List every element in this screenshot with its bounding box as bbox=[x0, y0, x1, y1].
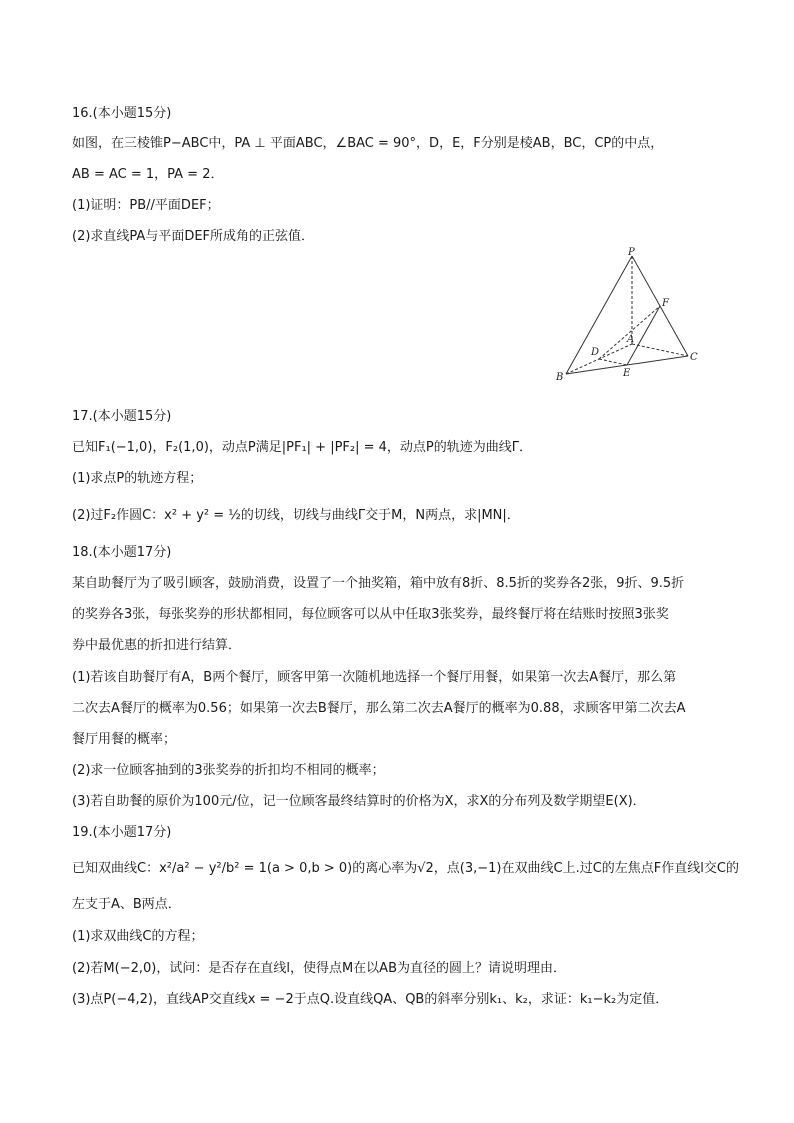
q16-part-2: (2)求直线PA与平面DEF所成角的正弦值． bbox=[72, 229, 315, 244]
q19-part-3: (3)点P(−4,2)，直线AP交直线x = −2于点Q.设直线QA、QB的斜率分别k₁、k₂，求证：k₁−k₂为定值． bbox=[72, 992, 669, 1007]
label-p: P bbox=[628, 247, 635, 258]
segment-df bbox=[599, 306, 660, 359]
q19-stem-line-1: 已知双曲线C：x²/a² − y²/b² = 1(a > 0,b > 0)的离心率为√2，点(3,−1)在双曲线C上.过C的左焦点F作直线l交C的 bbox=[72, 861, 739, 876]
label-d: D bbox=[591, 347, 600, 358]
q16-stem-line-2: AB = AC = 1，PA = 2． bbox=[72, 167, 224, 182]
q18-part-3: (3)若自助餐的原价为100元/位，记一位顾客最终结算时的价格为X，求X的分布列及数学期望E(X)． bbox=[72, 794, 646, 809]
q18-part-2: (2)求一位顾客抽到的3张奖券的折扣均不相同的概率； bbox=[72, 763, 385, 778]
q18-part-1-line-3: 餐厅用餐的概率； bbox=[72, 732, 177, 747]
q17-heading: 17.(本小题15分) bbox=[72, 409, 172, 424]
label-a: A bbox=[627, 334, 635, 345]
q19-stem-line-2: 左支于A、B两点． bbox=[72, 897, 181, 912]
q18-heading: 18.(本小题17分) bbox=[72, 545, 172, 560]
label-f: F bbox=[662, 298, 669, 309]
q17-part-1: (1)求点P的轨迹方程； bbox=[72, 471, 203, 486]
q18-stem-line-2: 的奖券各3张，每张奖券的形状都相同，每位顾客可以从中任取3张奖券，最终餐厅将在结账时按照3张奖 bbox=[72, 607, 669, 622]
q18-stem-line-3: 券中最优惠的折扣进行结算． bbox=[72, 638, 242, 653]
q18-part-1-line-2: 二次去A餐厅的概率为0.56；如果第一次去B餐厅，那么第二次去A餐厅的概率为0.88，求顾客甲第二次去A bbox=[72, 701, 686, 716]
q17-stem: 已知F₁(−1,0)，F₂(1,0)，动点P满足|PF₁| + |PF₂| = 4，动点P的轨迹为曲线Γ． bbox=[72, 440, 532, 455]
label-e: E bbox=[623, 368, 631, 379]
q18-stem-line-1: 某自助餐厅为了吸引顾客，鼓励消费，设置了一个抽奖箱，箱中放有8折、8.5折的奖券各2张，9折、9.5折 bbox=[72, 576, 685, 591]
q19-part-2: (2)若M(−2,0)，试问：是否存在直线l，使得点M在以AB为直径的圆上？请说明理由． bbox=[72, 961, 566, 976]
q16-stem-line-1: 如图，在三棱锥P−ABC中，PA ⊥ 平面ABC，∠BAC = 90°，D，E，F分别是棱AB，BC，CP的中点， bbox=[72, 136, 664, 151]
tetrahedron-figure bbox=[550, 246, 720, 386]
q16-part-1: (1)证明：PB//平面DEF； bbox=[72, 198, 220, 213]
q19-part-1: (1)求双曲线C的方程； bbox=[72, 929, 204, 944]
q17-part-2: (2)过F₂作圆C：x² + y² = ½的切线，切线与曲线Γ交于M，N两点，求|MN|． bbox=[72, 508, 520, 523]
q18-part-1-line-1: (1)若该自助餐厅有A，B两个餐厅，顾客甲第一次随机地选择一个餐厅用餐，如果第一次去A餐厅，那么第 bbox=[72, 670, 677, 685]
q19-heading: 19.(本小题17分) bbox=[72, 825, 172, 840]
segment-de bbox=[599, 359, 627, 365]
label-c: C bbox=[690, 352, 698, 363]
tetrahedron-diagram bbox=[550, 246, 720, 386]
q16-heading: 16.(本小题15分) bbox=[72, 106, 172, 121]
label-b: B bbox=[556, 372, 564, 383]
edge-ac bbox=[632, 344, 688, 356]
